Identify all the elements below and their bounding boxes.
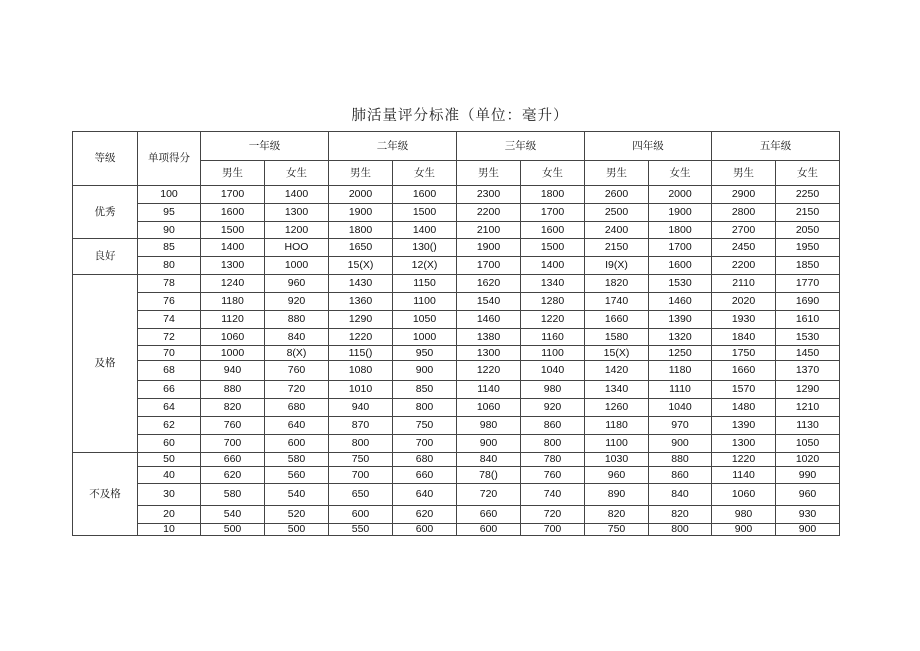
female-value-cell: 1800 xyxy=(521,186,585,204)
female-value-cell: 560 xyxy=(265,467,329,484)
male-value-cell: 1340 xyxy=(585,381,649,399)
male-value-cell: 700 xyxy=(201,435,265,453)
male-value-cell: 2150 xyxy=(585,239,649,257)
table-row xyxy=(73,467,840,484)
grade-cell: 优秀 xyxy=(73,186,138,239)
male-value-cell: 1700 xyxy=(457,257,521,275)
female-value-cell: 1700 xyxy=(521,204,585,222)
male-value-cell: 1840 xyxy=(712,329,776,346)
female-value-cell: 1370 xyxy=(776,361,840,381)
female-value-cell: 640 xyxy=(393,484,457,506)
table-row xyxy=(73,399,840,417)
score-cell: 90 xyxy=(138,222,201,239)
male-value-cell: 1430 xyxy=(329,275,393,293)
female-value-cell: 950 xyxy=(393,346,457,361)
male-value-cell: 1100 xyxy=(585,435,649,453)
table-row xyxy=(73,257,840,275)
score-cell: 60 xyxy=(138,435,201,453)
male-value-cell: 2800 xyxy=(712,204,776,222)
male-value-cell: 820 xyxy=(585,506,649,524)
table-row xyxy=(73,453,840,467)
female-value-cell: 1600 xyxy=(649,257,712,275)
female-value-cell: 12(X) xyxy=(393,257,457,275)
female-value-cell: 680 xyxy=(265,399,329,417)
header-year: 五年级 xyxy=(712,132,840,161)
female-value-cell: 920 xyxy=(265,293,329,311)
female-value-cell: 1250 xyxy=(649,346,712,361)
female-value-cell: 660 xyxy=(393,467,457,484)
score-cell: 76 xyxy=(138,293,201,311)
score-cell: 62 xyxy=(138,417,201,435)
male-value-cell: 1650 xyxy=(329,239,393,257)
male-value-cell: 2200 xyxy=(457,204,521,222)
female-value-cell: 900 xyxy=(776,524,840,536)
female-value-cell: 130() xyxy=(393,239,457,257)
male-value-cell: 2200 xyxy=(712,257,776,275)
header-year: 三年级 xyxy=(457,132,585,161)
female-value-cell: 800 xyxy=(393,399,457,417)
female-value-cell: 1130 xyxy=(776,417,840,435)
female-value-cell: 1050 xyxy=(776,435,840,453)
male-value-cell: 600 xyxy=(457,524,521,536)
male-value-cell: 660 xyxy=(201,453,265,467)
male-value-cell: 550 xyxy=(329,524,393,536)
male-value-cell: 980 xyxy=(712,506,776,524)
male-value-cell: 1800 xyxy=(329,222,393,239)
male-value-cell: 890 xyxy=(585,484,649,506)
male-value-cell: 2000 xyxy=(329,186,393,204)
male-value-cell: 2500 xyxy=(585,204,649,222)
header-year: 四年级 xyxy=(585,132,712,161)
female-value-cell: 880 xyxy=(265,311,329,329)
female-value-cell: 1340 xyxy=(521,275,585,293)
male-value-cell: 1180 xyxy=(585,417,649,435)
male-value-cell: 820 xyxy=(201,399,265,417)
male-value-cell: 900 xyxy=(712,524,776,536)
male-value-cell: 1700 xyxy=(201,186,265,204)
female-value-cell: 840 xyxy=(649,484,712,506)
score-cell: 68 xyxy=(138,361,201,381)
female-value-cell: 1220 xyxy=(521,311,585,329)
female-value-cell: 1690 xyxy=(776,293,840,311)
female-value-cell: 760 xyxy=(265,361,329,381)
male-value-cell: 1600 xyxy=(201,204,265,222)
score-cell: 70 xyxy=(138,346,201,361)
table-row xyxy=(73,293,840,311)
female-value-cell: 960 xyxy=(776,484,840,506)
male-value-cell: 1360 xyxy=(329,293,393,311)
male-value-cell: 1380 xyxy=(457,329,521,346)
male-value-cell: 1750 xyxy=(712,346,776,361)
female-value-cell: 2050 xyxy=(776,222,840,239)
female-value-cell: 680 xyxy=(393,453,457,467)
male-value-cell: 1260 xyxy=(585,399,649,417)
male-value-cell: 2400 xyxy=(585,222,649,239)
female-value-cell: 600 xyxy=(393,524,457,536)
female-value-cell: 1390 xyxy=(649,311,712,329)
female-value-cell: 1950 xyxy=(776,239,840,257)
table-row xyxy=(73,311,840,329)
male-value-cell: 840 xyxy=(457,453,521,467)
male-value-cell: 540 xyxy=(201,506,265,524)
page-title: 肺活量评分标准（单位：毫升） xyxy=(351,108,569,124)
header-row-years xyxy=(73,132,840,161)
female-value-cell: 1300 xyxy=(265,204,329,222)
female-value-cell: 970 xyxy=(649,417,712,435)
male-value-cell: 2700 xyxy=(712,222,776,239)
male-value-cell: 1300 xyxy=(712,435,776,453)
male-value-cell: 620 xyxy=(201,467,265,484)
male-value-cell: 660 xyxy=(457,506,521,524)
female-value-cell: 700 xyxy=(521,524,585,536)
header-year: 二年级 xyxy=(329,132,457,161)
female-value-cell: 880 xyxy=(649,453,712,467)
female-value-cell: 1160 xyxy=(521,329,585,346)
male-value-cell: I9(X) xyxy=(585,257,649,275)
table-row xyxy=(73,524,840,536)
male-value-cell: 2100 xyxy=(457,222,521,239)
female-value-cell: 500 xyxy=(265,524,329,536)
table-row xyxy=(73,417,840,435)
male-value-cell: 1010 xyxy=(329,381,393,399)
female-value-cell: 1850 xyxy=(776,257,840,275)
male-value-cell: 1290 xyxy=(329,311,393,329)
score-cell: 95 xyxy=(138,204,201,222)
female-value-cell: 860 xyxy=(521,417,585,435)
female-value-cell: 860 xyxy=(649,467,712,484)
female-value-cell: 600 xyxy=(265,435,329,453)
female-value-cell: 1600 xyxy=(393,186,457,204)
table-row xyxy=(73,506,840,524)
male-value-cell: 580 xyxy=(201,484,265,506)
male-value-cell: 600 xyxy=(329,506,393,524)
male-value-cell: 1120 xyxy=(201,311,265,329)
male-value-cell: 900 xyxy=(457,435,521,453)
male-value-cell: 1180 xyxy=(201,293,265,311)
grade-cell: 良好 xyxy=(73,239,138,275)
male-value-cell: 1420 xyxy=(585,361,649,381)
male-value-cell: 1080 xyxy=(329,361,393,381)
male-value-cell: 960 xyxy=(585,467,649,484)
male-value-cell: 2020 xyxy=(712,293,776,311)
score-cell: 74 xyxy=(138,311,201,329)
male-value-cell: 1000 xyxy=(201,346,265,361)
female-value-cell: 1450 xyxy=(776,346,840,361)
header-male: 男生 xyxy=(201,161,265,186)
table-row xyxy=(73,186,840,204)
score-cell: 20 xyxy=(138,506,201,524)
female-value-cell: 1700 xyxy=(649,239,712,257)
female-value-cell: 1600 xyxy=(521,222,585,239)
female-value-cell: 1000 xyxy=(265,257,329,275)
male-value-cell: 1390 xyxy=(712,417,776,435)
female-value-cell: 1320 xyxy=(649,329,712,346)
male-value-cell: 1540 xyxy=(457,293,521,311)
female-value-cell: 1400 xyxy=(393,222,457,239)
female-value-cell: 1100 xyxy=(393,293,457,311)
male-value-cell: 1240 xyxy=(201,275,265,293)
male-value-cell: 1220 xyxy=(329,329,393,346)
female-value-cell: 720 xyxy=(265,381,329,399)
female-value-cell: 920 xyxy=(521,399,585,417)
score-cell: 40 xyxy=(138,467,201,484)
table-row xyxy=(73,239,840,257)
score-cell: 10 xyxy=(138,524,201,536)
female-value-cell: 1530 xyxy=(776,329,840,346)
male-value-cell: 1400 xyxy=(201,239,265,257)
score-cell: 72 xyxy=(138,329,201,346)
score-cell: 78 xyxy=(138,275,201,293)
male-value-cell: 1300 xyxy=(201,257,265,275)
male-value-cell: 1220 xyxy=(712,453,776,467)
female-value-cell: HOO xyxy=(265,239,329,257)
header-grade: 等级 xyxy=(73,132,138,186)
score-cell: 100 xyxy=(138,186,201,204)
female-value-cell: 750 xyxy=(393,417,457,435)
female-value-cell: 1150 xyxy=(393,275,457,293)
score-cell: 85 xyxy=(138,239,201,257)
male-value-cell: 1220 xyxy=(457,361,521,381)
male-value-cell: 15(X) xyxy=(329,257,393,275)
female-value-cell: 700 xyxy=(393,435,457,453)
female-value-cell: 990 xyxy=(776,467,840,484)
female-value-cell: 540 xyxy=(265,484,329,506)
female-value-cell: 1000 xyxy=(393,329,457,346)
table-row xyxy=(73,381,840,399)
score-cell: 64 xyxy=(138,399,201,417)
female-value-cell: 1040 xyxy=(649,399,712,417)
male-value-cell: 1500 xyxy=(201,222,265,239)
header-male: 男生 xyxy=(457,161,521,186)
table-row xyxy=(73,222,840,239)
header-score: 单项得分 xyxy=(138,132,201,186)
male-value-cell: 1030 xyxy=(585,453,649,467)
female-value-cell: 1500 xyxy=(393,204,457,222)
table-row xyxy=(73,435,840,453)
table-row xyxy=(73,204,840,222)
female-value-cell: 780 xyxy=(521,453,585,467)
female-value-cell: 820 xyxy=(649,506,712,524)
female-value-cell: 1530 xyxy=(649,275,712,293)
score-cell: 80 xyxy=(138,257,201,275)
male-value-cell: 78() xyxy=(457,467,521,484)
female-value-cell: 520 xyxy=(265,506,329,524)
male-value-cell: 870 xyxy=(329,417,393,435)
male-value-cell: 2300 xyxy=(457,186,521,204)
female-value-cell: 1400 xyxy=(521,257,585,275)
female-value-cell: 1770 xyxy=(776,275,840,293)
grade-cell: 不及格 xyxy=(73,453,138,536)
score-cell: 66 xyxy=(138,381,201,399)
male-value-cell: 1740 xyxy=(585,293,649,311)
male-value-cell: 1660 xyxy=(585,311,649,329)
female-value-cell: 1040 xyxy=(521,361,585,381)
male-value-cell: 650 xyxy=(329,484,393,506)
male-value-cell: 750 xyxy=(329,453,393,467)
female-value-cell: 1610 xyxy=(776,311,840,329)
male-value-cell: 1300 xyxy=(457,346,521,361)
male-value-cell: 750 xyxy=(585,524,649,536)
male-value-cell: 1060 xyxy=(712,484,776,506)
male-value-cell: 720 xyxy=(457,484,521,506)
header-female: 女生 xyxy=(649,161,712,186)
male-value-cell: 700 xyxy=(329,467,393,484)
female-value-cell: 900 xyxy=(393,361,457,381)
male-value-cell: 1660 xyxy=(712,361,776,381)
male-value-cell: 2900 xyxy=(712,186,776,204)
male-value-cell: 1140 xyxy=(457,381,521,399)
male-value-cell: 1570 xyxy=(712,381,776,399)
header-year: 一年级 xyxy=(201,132,329,161)
table-row xyxy=(73,275,840,293)
female-value-cell: 1800 xyxy=(649,222,712,239)
male-value-cell: 1580 xyxy=(585,329,649,346)
female-value-cell: 1110 xyxy=(649,381,712,399)
male-value-cell: 1900 xyxy=(457,239,521,257)
female-value-cell: 1180 xyxy=(649,361,712,381)
female-value-cell: 1210 xyxy=(776,399,840,417)
header-female: 女生 xyxy=(265,161,329,186)
female-value-cell: 2150 xyxy=(776,204,840,222)
male-value-cell: 500 xyxy=(201,524,265,536)
female-value-cell: 800 xyxy=(649,524,712,536)
male-value-cell: 1620 xyxy=(457,275,521,293)
male-value-cell: 880 xyxy=(201,381,265,399)
female-value-cell: 930 xyxy=(776,506,840,524)
male-value-cell: 1060 xyxy=(201,329,265,346)
male-value-cell: 1480 xyxy=(712,399,776,417)
female-value-cell: 2250 xyxy=(776,186,840,204)
female-value-cell: 1900 xyxy=(649,204,712,222)
table-row xyxy=(73,346,840,361)
male-value-cell: 800 xyxy=(329,435,393,453)
female-value-cell: 1050 xyxy=(393,311,457,329)
female-value-cell: 980 xyxy=(521,381,585,399)
female-value-cell: 620 xyxy=(393,506,457,524)
male-value-cell: 2110 xyxy=(712,275,776,293)
table-row xyxy=(73,329,840,346)
female-value-cell: 2000 xyxy=(649,186,712,204)
male-value-cell: 1820 xyxy=(585,275,649,293)
male-value-cell: 1460 xyxy=(457,311,521,329)
male-value-cell: 2600 xyxy=(585,186,649,204)
male-value-cell: 940 xyxy=(201,361,265,381)
male-value-cell: 980 xyxy=(457,417,521,435)
female-value-cell: 1200 xyxy=(265,222,329,239)
table-body xyxy=(73,186,840,536)
grade-cell: 及格 xyxy=(73,275,138,453)
header-male: 男生 xyxy=(585,161,649,186)
male-value-cell: 1140 xyxy=(712,467,776,484)
female-value-cell: 580 xyxy=(265,453,329,467)
female-value-cell: 1280 xyxy=(521,293,585,311)
female-value-cell: 840 xyxy=(265,329,329,346)
male-value-cell: 1900 xyxy=(329,204,393,222)
female-value-cell: 640 xyxy=(265,417,329,435)
female-value-cell: 1100 xyxy=(521,346,585,361)
female-value-cell: 1400 xyxy=(265,186,329,204)
female-value-cell: 800 xyxy=(521,435,585,453)
female-value-cell: 900 xyxy=(649,435,712,453)
score-cell: 30 xyxy=(138,484,201,506)
header-male: 男生 xyxy=(712,161,776,186)
score-table xyxy=(72,131,840,536)
female-value-cell: 1290 xyxy=(776,381,840,399)
male-value-cell: 1930 xyxy=(712,311,776,329)
header-female: 女生 xyxy=(521,161,585,186)
score-cell: 50 xyxy=(138,453,201,467)
male-value-cell: 115() xyxy=(329,346,393,361)
male-value-cell: 2450 xyxy=(712,239,776,257)
female-value-cell: 960 xyxy=(265,275,329,293)
female-value-cell: 760 xyxy=(521,467,585,484)
table-row xyxy=(73,484,840,506)
female-value-cell: 720 xyxy=(521,506,585,524)
female-value-cell: 8(X) xyxy=(265,346,329,361)
table-row xyxy=(73,361,840,381)
male-value-cell: 1060 xyxy=(457,399,521,417)
header-female: 女生 xyxy=(776,161,840,186)
male-value-cell: 940 xyxy=(329,399,393,417)
male-value-cell: 15(X) xyxy=(585,346,649,361)
female-value-cell: 1500 xyxy=(521,239,585,257)
male-value-cell: 760 xyxy=(201,417,265,435)
female-value-cell: 740 xyxy=(521,484,585,506)
header-male: 男生 xyxy=(329,161,393,186)
header-female: 女生 xyxy=(393,161,457,186)
female-value-cell: 850 xyxy=(393,381,457,399)
female-value-cell: 1460 xyxy=(649,293,712,311)
female-value-cell: 1020 xyxy=(776,453,840,467)
